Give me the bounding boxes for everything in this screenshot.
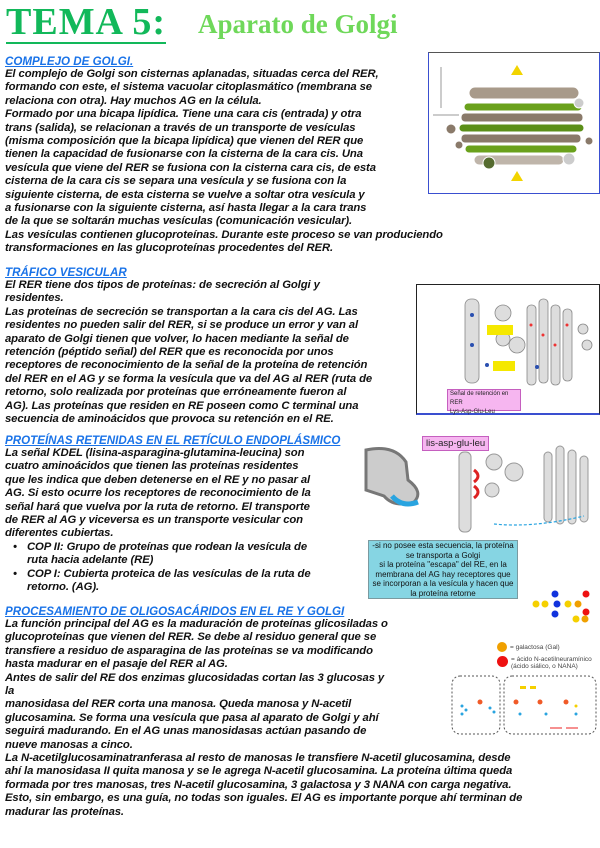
text-line: glucoproteínas que vienen del RER. Se debe al residuo general que se bbox=[5, 631, 377, 644]
bullet-item bbox=[5, 541, 340, 568]
text-line: El RER tiene dos tipos de proteínas: de secreción al Golgi y bbox=[5, 279, 320, 291]
bullet-icon: • bbox=[13, 567, 17, 580]
text-line: retorno, solo realizada por proteínas que erróneamente fueron al bbox=[5, 386, 347, 399]
retention-label-line: Señal de retención en RER bbox=[450, 391, 509, 406]
section-trafico-vesicular bbox=[5, 266, 372, 426]
text-line: glucosamina. Se forma una vesícula que pasa al aparato de Golgi y ahí bbox=[5, 711, 379, 724]
text-line: transformaciones en las glucoproteínas procedentes del RER. bbox=[5, 242, 334, 255]
text-line: madurar las proteínas. bbox=[5, 805, 124, 818]
legend-nana-line: (ácido siálico, o NANA) bbox=[511, 663, 578, 670]
legend-nana-label bbox=[511, 656, 592, 670]
note-line: la proteína retorne bbox=[410, 588, 476, 598]
text-line: señal hará que vuelva por la ruta de retorno. El transporte bbox=[5, 500, 310, 513]
bullet-text-line: COP II: Grupo de proteínas que rodean la vesícula de bbox=[27, 540, 308, 553]
oligosaccharide-structure bbox=[530, 588, 600, 628]
text-line: La N-acetilglucosaminatranferasa al resto de manosas le transfiere N-acetil glucosamina, desde bbox=[5, 752, 511, 765]
note-line: si la proteína "escapa" del RE, en la bbox=[379, 560, 507, 570]
text-line: tienen la capacidad de fusionarse con la cisterna de la cara cis. Una bbox=[5, 148, 363, 161]
text-line: siguiente cisterna, de esta cisterna se vuelve a soltar otra vesícula y bbox=[5, 188, 365, 201]
nana-icon bbox=[497, 656, 508, 667]
text-line: transfiere a residuo de asparagina de las proteínas se va modificando bbox=[5, 644, 373, 657]
text-line: hasta madurar en el pasaje del RER al AG. bbox=[5, 658, 228, 671]
text-line: AG. Si esto ocurre los receptores de reconocimiento de la bbox=[5, 487, 311, 500]
retention-note-box bbox=[368, 540, 518, 599]
bullet-icon: • bbox=[13, 540, 17, 553]
text-line: AG). Las proteínas que residen en RE poseen como C terminal una bbox=[5, 399, 359, 412]
text-line: trans (salida), se relacionan a través de un transporte de vesículas bbox=[5, 121, 356, 134]
text-line: ahí la manosidasa II quita manosa y se le agrega N-acetil glucosamina. La proteína última queda bbox=[5, 765, 513, 778]
page-title: Aparato de Golgi bbox=[198, 9, 398, 39]
text-line: cuatro aminoácidos que tienen las proteínas residentes bbox=[5, 460, 299, 473]
galactose-icon bbox=[497, 642, 507, 652]
text-line: formando con este, el sistema vacuolar citoplasmático (membrana se bbox=[5, 81, 372, 94]
note-line: -si no posee esta secuencia, la proteína bbox=[372, 541, 514, 550]
text-line: Esto, sin embargo, es una guía, no todas son iguales. El AG es importante porque ahí terminan de bbox=[5, 792, 523, 805]
bullet-text-line: retorno. (AG). bbox=[27, 581, 100, 594]
legend-galactose bbox=[497, 640, 592, 654]
text-line: del RER en el AG y se forma la vesícula que va del AG al RER (ruta de bbox=[5, 372, 373, 385]
section-complejo-golgi bbox=[5, 55, 443, 256]
glycosylation-pathway-diagram bbox=[450, 672, 598, 744]
text-line: de la que se soltarán muchas vesículas (comunicación vesicular). bbox=[5, 215, 353, 228]
text-line: El complejo de Golgi son cisternas aplanadas, situadas cerca del RER, bbox=[5, 68, 379, 80]
text-line: la bbox=[5, 685, 15, 698]
section-heading: COMPLEJO DE GOLGI. bbox=[5, 55, 134, 68]
text-line: receptores de reconocimiento de la señal de la proteína de retención bbox=[5, 359, 368, 372]
kdel-retrieval-diagram bbox=[364, 432, 600, 544]
bullet-text-line: COP I: Cubierta proteica de las vesículas de la ruta de bbox=[27, 567, 311, 580]
retention-label-sequence: Lys-Asp-Glu-Leu bbox=[450, 409, 495, 415]
bullet-text-line: ruta hacia adelante (RE) bbox=[27, 554, 154, 567]
text-line: seguirá madurando. En el AG unas manosidasas actúan pasando de bbox=[5, 725, 367, 738]
kdel-sequence-label: lis-asp-glu-leu bbox=[422, 436, 489, 451]
text-line: manosidasa del RER corta una manosa. Queda manosa y N-acetil bbox=[5, 698, 352, 711]
text-line: aparato de Golgi tienen que volver, lo hacen mediante la señal de bbox=[5, 332, 349, 345]
section-heading: TRÁFICO VESICULAR bbox=[5, 266, 127, 279]
text-line: Las proteínas de secreción se transportan a la cara cis del AG. Las bbox=[5, 305, 358, 318]
vesicular-traffic-diagram bbox=[416, 284, 600, 415]
text-line: de RER al AG y viceversa es un transporte vesicular con bbox=[5, 514, 303, 527]
legend-galactose-label: = galactosa (Gal) bbox=[510, 643, 560, 651]
legend-nana bbox=[497, 656, 592, 670]
text-line: Antes de salir del RE dos enzimas glucosidadas cortan las 3 glucosas y bbox=[5, 671, 385, 684]
text-line: diferentes cubiertas. bbox=[5, 527, 114, 540]
golgi-illustration bbox=[428, 52, 600, 194]
note-line: se incorporan a la vesícula y hacen que bbox=[372, 579, 514, 589]
text-line: La señal KDEL (lisina-asparagina-glutamina-leucina) son bbox=[5, 447, 305, 459]
text-line: Las vesículas contienen glucoproteínas. Durante este proceso se van produciendo bbox=[5, 228, 443, 241]
text-line: Formado por una bicapa lipídica. Tiene una cara cis (entrada) y otra bbox=[5, 108, 362, 121]
text-line: (misma composición que la bicapa lipídica) que vienen del RER que bbox=[5, 135, 364, 148]
golgi-stack-icon bbox=[429, 53, 599, 193]
note-line: se transporta a Golgi bbox=[405, 550, 481, 560]
text-line: residentes no pueden salir del RER, si se produce un error y van al bbox=[5, 319, 359, 332]
bullet-item bbox=[5, 568, 340, 595]
legend-nana-line: = ácido N-acetilneuramínico bbox=[511, 656, 592, 663]
text-line: a fusionarse con la siguiente cisterna, así hasta llegar a la cara trans bbox=[5, 202, 367, 215]
note-line: membrana del AG hay receptores que bbox=[375, 569, 511, 579]
text-line: vesícula que viene del RER se fusiona con la cisterna cara cis, de esta bbox=[5, 161, 376, 174]
text-line: residentes. bbox=[5, 292, 64, 305]
text-line: La función principal del AG es la maduración de proteínas glicosiladas o bbox=[5, 618, 388, 630]
text-line: cisterna de la cara cis se separa una vesícula y se fusiona con la bbox=[5, 175, 347, 188]
text-line: relaciona con otra). Hay muchos AG en la célula. bbox=[5, 94, 262, 107]
text-line: nueve manosas a cinco. bbox=[5, 738, 133, 751]
text-line: secuencia de aminoácidos que provoca su retención en el RE. bbox=[5, 413, 334, 426]
retention-signal-label bbox=[447, 389, 521, 415]
processing-steps-icon bbox=[450, 672, 598, 744]
text-line: que les indica que deben detenerse en el RE y no pasar al bbox=[5, 473, 311, 486]
sugar-legend bbox=[497, 640, 592, 670]
section-heading: PROCESAMIENTO DE OLIGOSACÁRIDOS EN EL RE Y GOLGI bbox=[5, 605, 345, 618]
section-proteinas-retenidas bbox=[5, 434, 340, 594]
sugar-chain-icon bbox=[530, 588, 600, 628]
tema-number: TEMA 5: bbox=[6, 1, 167, 43]
text-line: retención (péptido señal) del RER que es reconocida por unos bbox=[5, 346, 334, 359]
text-line: formada por tres manosas, tres N-acetil glucosamina, 3 galactosa y 3 NANA con carga negativa. bbox=[5, 778, 512, 791]
section-procesamiento-oligosacaridos bbox=[5, 605, 522, 819]
section-heading: PROTEÍNAS RETENIDAS EN EL RETÍCULO ENDOPLÁSMICO bbox=[5, 434, 341, 447]
